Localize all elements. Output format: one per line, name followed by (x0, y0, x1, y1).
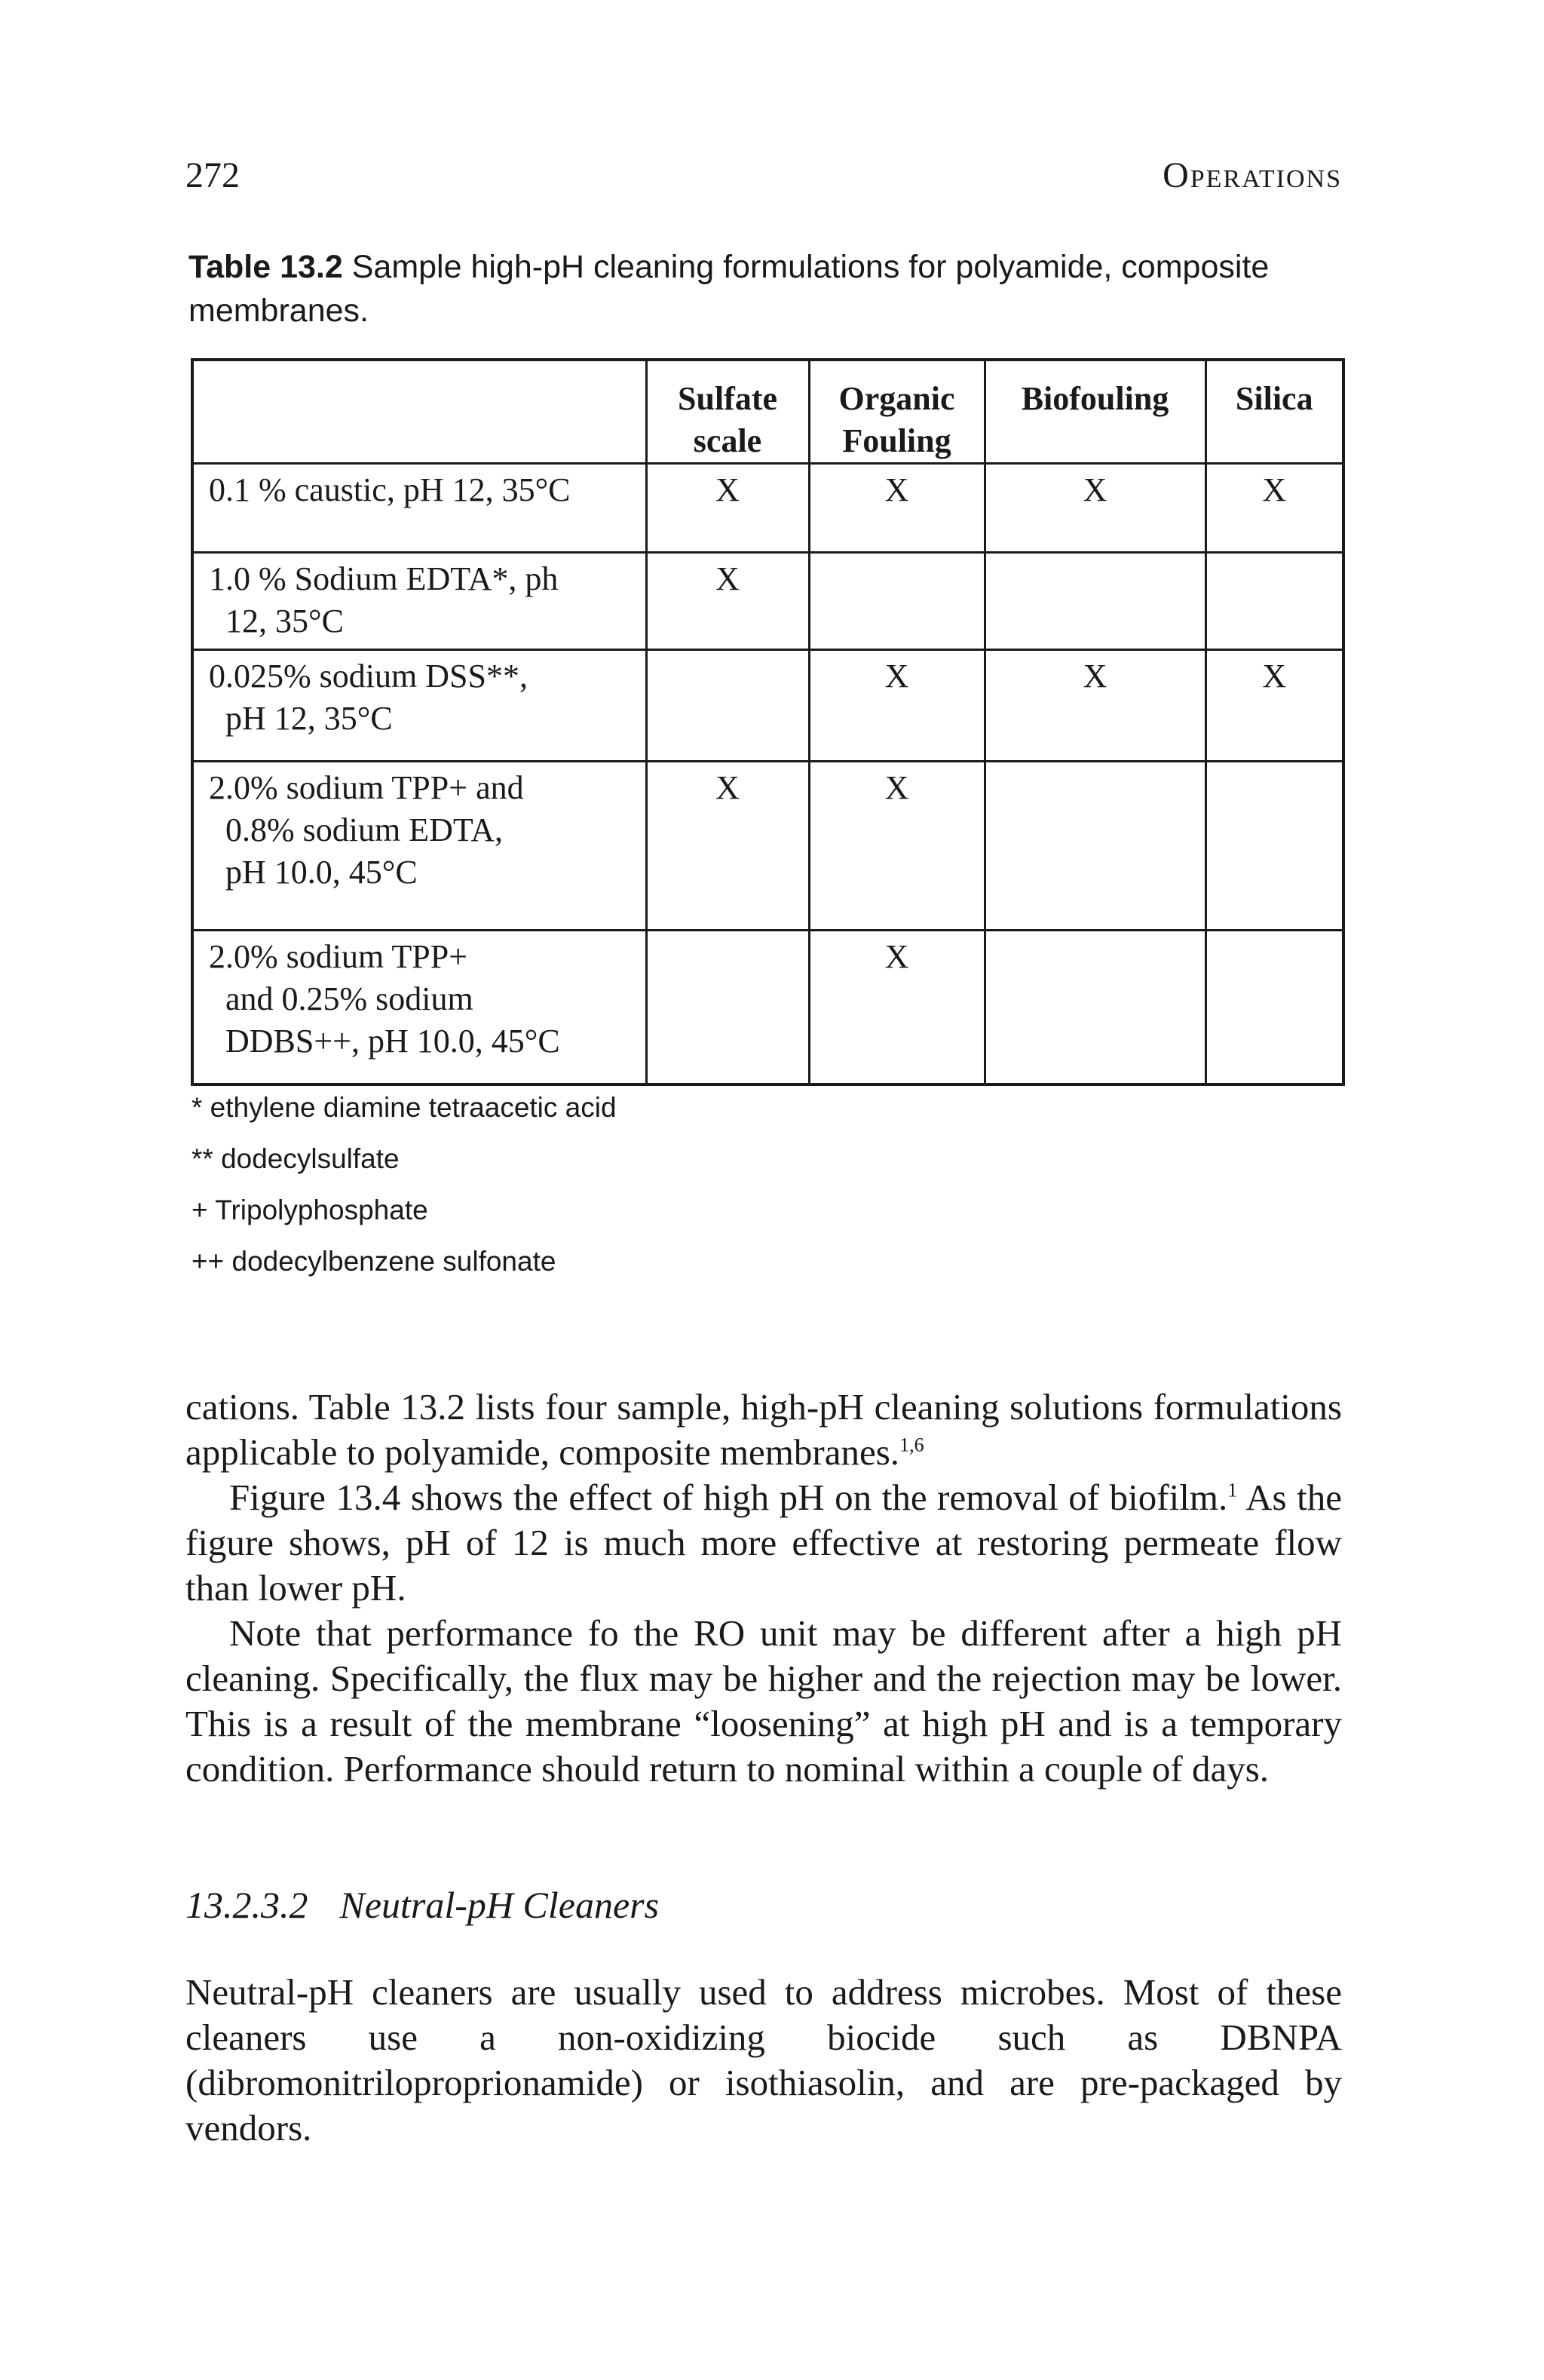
formulation-line: and 0.25% sodium (225, 980, 473, 1017)
page-number: 272 (185, 155, 240, 195)
paragraph (185, 1475, 1342, 1611)
applicability-mark: X (985, 650, 1205, 762)
formulation-line: 2.0% sodium TPP+ and (209, 769, 524, 806)
table-caption-label: Table 13.2 (188, 249, 343, 285)
formulation-line: 0.025% sodium DSS**, (209, 658, 528, 695)
table-header-corner (192, 360, 646, 464)
running-head (185, 155, 1342, 196)
paragraph-text: Neutral-pH cleaners are usually used to address microbes. Most of these cleaners use a non-oxidizing biocide such as DBNPA (dibromonitriloproprionamide) or isothiasolin, and are pre-packaged by vendors. (185, 1971, 1342, 2148)
table-footnotes (191, 1082, 617, 1287)
column-header (1205, 360, 1343, 464)
paragraph (185, 1611, 1342, 1792)
subsection-heading (185, 1883, 659, 1927)
footnote: ++ dodecylbenzene sulfonate (191, 1246, 556, 1277)
table-row (192, 464, 1343, 553)
applicability-mark (1205, 931, 1343, 1084)
footnote: ** dodecylsulfate (191, 1143, 400, 1174)
column-header-line: Sulfate (678, 380, 777, 417)
applicability-mark (985, 931, 1205, 1084)
column-header (646, 360, 809, 464)
table-header-row (192, 360, 1343, 464)
section-title: Operations (1163, 155, 1342, 195)
column-header-line: Fouling (842, 422, 951, 459)
formulation-line: DDBS++, pH 10.0, 45°C (225, 1023, 560, 1060)
subsection-number: 13.2.3.2 (185, 1884, 308, 1926)
formulation-cell (192, 931, 646, 1084)
citation-superscript: 1 (1227, 1479, 1238, 1501)
applicability-mark (985, 553, 1205, 650)
formulation-line: 12, 35°C (225, 603, 344, 639)
applicability-mark (646, 931, 809, 1084)
footnote: + Tripolyphosphate (191, 1195, 428, 1225)
column-header (985, 360, 1205, 464)
subsection-title: Neutral-pH Cleaners (339, 1884, 660, 1926)
formulation-line: pH 12, 35°C (225, 700, 393, 737)
formulation-line: 0.8% sodium EDTA, (225, 811, 504, 848)
column-header-line: scale (693, 422, 762, 459)
formulation-line: 1.0 % Sodium EDTA*, ph (209, 560, 559, 597)
applicability-mark: X (1205, 650, 1343, 762)
table-caption (188, 245, 1349, 333)
formulation-cell (192, 650, 646, 762)
paragraph-text: As the figure shows, pH of 12 is much more effective at restoring permeate flow than lower pH. (185, 1477, 1342, 1609)
paragraph-text: Note that performance fo the RO unit may be different after a high pH cleaning. Specifically, the flux may be higher and the rejection may be lower. This is a result of the membrane “loosening” at high pH and is a temporary condition. Performance should return to nominal within a couple of days. (185, 1612, 1342, 1790)
applicability-mark: X (809, 762, 985, 931)
applicability-mark: X (809, 650, 985, 762)
table-row (192, 762, 1343, 931)
applicability-mark: X (985, 464, 1205, 553)
formulation-cell (192, 762, 646, 931)
formulation-line: pH 10.0, 45°C (225, 854, 418, 891)
applicability-mark: X (809, 464, 985, 553)
paragraph (185, 1970, 1342, 2151)
paragraph (185, 1385, 1342, 1475)
formulation-line: 2.0% sodium TPP+ (209, 938, 468, 975)
table-row (192, 650, 1343, 762)
table-row (192, 553, 1343, 650)
paragraph-text: cations. Table 13.2 lists four sample, high-pH cleaning solutions formulations applicable to polyamide, composite membranes. (185, 1386, 1342, 1473)
body-text-block (185, 1385, 1342, 1792)
paragraph-text: Figure 13.4 shows the effect of high pH on the removal of biofilm. (229, 1477, 1228, 1518)
citation-superscript: 1,6 (899, 1434, 924, 1456)
applicability-mark: X (809, 931, 985, 1084)
footnote: * ethylene diamine tetraacetic acid (191, 1092, 617, 1123)
table-body (192, 464, 1343, 1084)
applicability-mark: X (646, 553, 809, 650)
applicability-mark: X (646, 464, 809, 553)
applicability-mark: X (1205, 464, 1343, 553)
applicability-mark (809, 553, 985, 650)
applicability-mark (1205, 553, 1343, 650)
column-header (809, 360, 985, 464)
table-caption-text: Sample high-pH cleaning formulations for polyamide, composite membranes. (188, 249, 1270, 329)
cleaning-formulations-table (191, 358, 1345, 1086)
body-text-block (185, 1970, 1342, 2151)
column-header-line: Silica (1235, 380, 1313, 417)
applicability-mark (985, 762, 1205, 931)
applicability-mark (646, 650, 809, 762)
formulation-cell (192, 553, 646, 650)
table-row (192, 931, 1343, 1084)
applicability-mark (1205, 762, 1343, 931)
column-header-line: Organic (838, 380, 955, 417)
formulation-cell (192, 464, 646, 553)
column-header-line: Biofouling (1021, 380, 1169, 417)
formulation-line: 0.1 % caustic, pH 12, 35°C (209, 471, 571, 508)
applicability-mark: X (646, 762, 809, 931)
